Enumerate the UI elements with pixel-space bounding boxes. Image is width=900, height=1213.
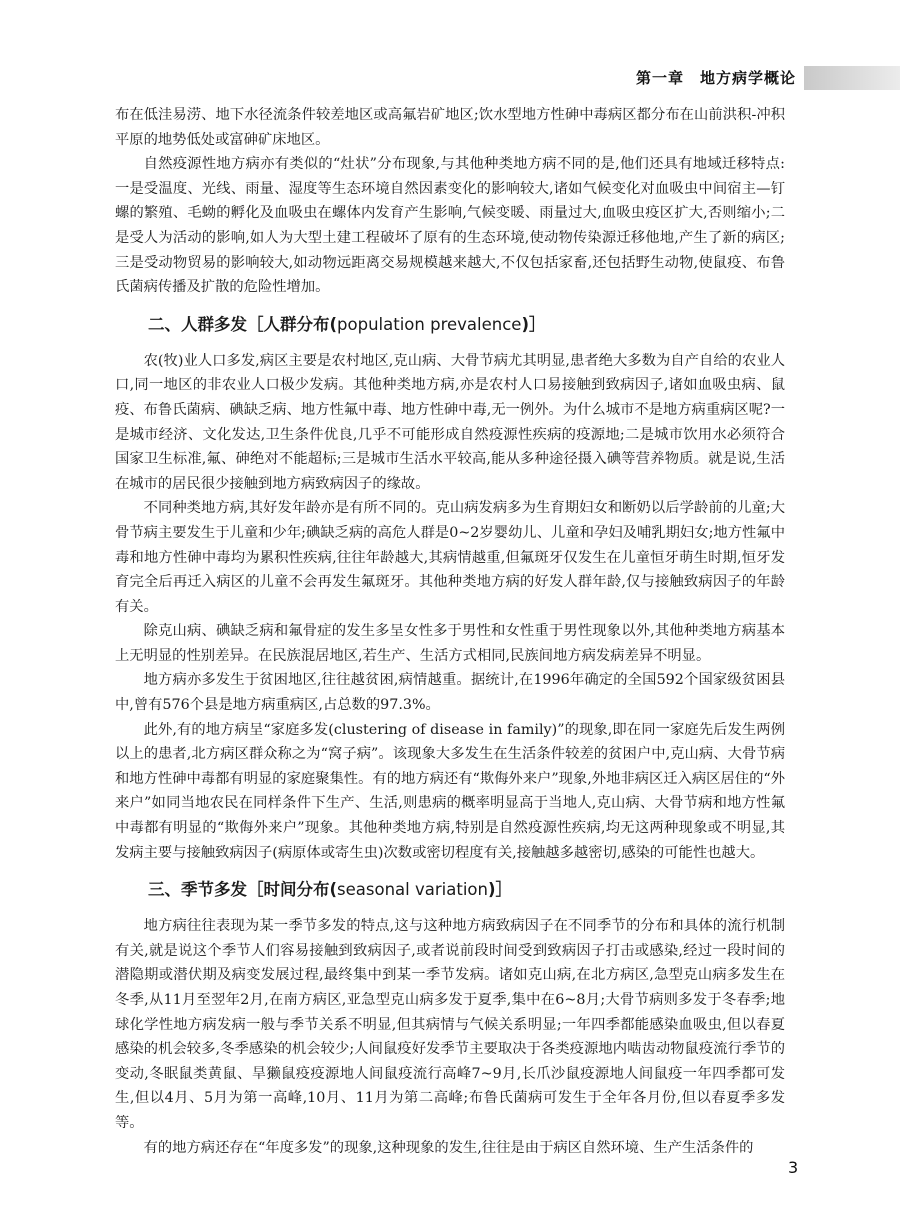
paragraph: 地方病往往表现为某一季节多发的特点,这与这种地方病致病因子在不同季节的分布和具体的流行机制有关,就是说这个季节人们容易接触到致病因子,或者说前段时间受到致病因子打击或感染,经过一段时间的潜隐期或潜伏期及病变发展过程,最终集中到某一季节发病。诸如克山病,在北方病区,急型克山病多发生在冬季,从11月至翌年2月,在南方病区,亚急型克山病多发于夏季,集中在6~8月;大骨节病则多发于冬春季;地球化学性地方病发病一般与季节关系不明显,但其病情与气候关系明显;一年四季都能感染血吸虫,但以春夏感染的机会较多,冬季感染的机会较少;人间鼠疫好发季节主要取决于各类疫源地内啮齿动物鼠疫流行季节的变动,冬眠鼠类黄鼠、旱獭鼠疫疫源地人间鼠疫流行高峰7~9月,长爪沙鼠疫源地人间鼠疫一年四季都可发生,但以4月、5月为第一高峰,10月、11月为第二高峰;布鲁氏菌病可发生于全年各月份,但以春夏季多发等。 [115,918,785,1131]
heading-close: )］ [487,880,513,900]
paragraph: 有的地方病还存在“年度多发”的现象,这种现象的发生,往往是由于病区自然环境、生产生活条件的 [143,1139,754,1156]
page-number: 3 [788,1158,799,1177]
paragraph: 不同种类地方病,其好发年龄亦是有所不同的。克山病发病多为生育期妇女和断奶以后学龄前的儿童;大骨节病主要发生于儿童和少年;碘缺乏病的高危人群是0~2岁婴幼儿、儿童和孕妇及哺乳期妇女;地方性氟中毒和地方性砷中毒均为累积性疾病,往往年龄越大,其病情越重,但氟斑牙仅发生在儿童恒牙萌生时期,恒牙发育完全后再迁入病区的儿童不会再发生氟斑牙。其他种类地方病的好发人群年龄,仅与接触致病因子的年龄有关。 [115,500,785,615]
paragraph: 农(牧)业人口多发,病区主要是农村地区,克山病、大骨节病尤其明显,患者绝大多数为自产自给的农业人口,同一地区的非农业人口极少发病。其他种类地方病,亦是农村人口易接触到致病因子,诸如血吸虫病、鼠疫、布鲁氏菌病、碘缺乏病、地方性氟中毒、地方性砷中毒,无一例外。为什么城市不是地方病重病区呢?一是城市经济、文化发达,卫生条件优良,几乎不可能形成自然疫源性疾病的疫源地;二是城市饮用水必须符合国家卫生标准,氟、砷绝对不能超标;三是城市生活水平较高,能从多种途径摄入碘等营养物质。就是说,生活在城市的居民很少接触到地方病致病因子的缘故。 [115,352,785,492]
heading-en: seasonal variation [337,880,488,900]
paragraph: 此外,有的地方病呈“家庭多发(clustering of disease in family)”的现象,即在同一家庭先后发生两例以上的患者,北方病区群众称之为“窝子病”。该现象大多发生在生活条件较差的贫困户中,克山病、大骨节病和地方性砷中毒都有明显的家庭聚集性。有的地方病还有“欺侮外来户”现象,外地非病区迁入病区居住的“外来户”如同当地农民在同样条件下生产、生活,则患病的概率明显高于当地人,克山病、大骨节病和地方性氟中毒都有明显的“欺侮外来户”现象。其他种类地方病,特别是自然疫源性疾病,均无这两种现象或不明显,其发病主要与接触致病因子(病原体或寄生虫)次数或密切程度有关,接触越多越密切,感染的可能性也越大。 [115,721,785,861]
header-gray-bar [804,66,900,90]
paragraph-continued: 布在低洼易涝、地下水径流条件较差地区或高氟岩矿地区;饮水型地方性砷中毒病区都分布在山前洪积-冲积平原的地势低处或富砷矿床地区。 [115,107,785,148]
paragraph-natural-focus: 自然疫源性地方病亦有类似的“灶状”分布现象,与其他种类地方病不同的是,他们还具有地域迁移特点:一是受温度、光线、雨量、湿度等生态环境自然因素变化的影响较大,诸如气候变化对血吸虫中间宿主—钉螺的繁殖、毛蚴的孵化及血吸虫在螺体内发育产生影响,气候变暖、雨量过大,血吸虫疫区扩大,否则缩小;二是受人为活动的影响,如人为大型土建工程破坏了原有的生态环境,使动物传染源迁移他地,产生了新的病区;三是受动物贸易的影响较大,如动物远距离交易规模越来越大,不仅包括家畜,还包括野生动物,使鼠疫、布鲁氏菌病传播及扩散的危险性增加。 [115,156,785,296]
page-body [115,103,785,1160]
page-header [0,66,900,90]
paragraph: 地方病亦多发生于贫困地区,往往越贫困,病情越重。据统计,在1996年确定的全国592个国家级贫困县中,曾有576个县是地方病重病区,占总数的97.3%。 [115,672,785,714]
section-heading-population [115,311,785,339]
paragraph: 除克山病、碘缺乏病和氟骨症的发生多呈女性多于男性和女性重于男性现象以外,其他种类地方病基本上无明显的性别差异。在民族混居地区,若生产、生活方式相同,民族间地方病发病差异不明显。 [115,623,785,664]
section-heading-seasonal [115,876,785,904]
heading-cn: 三、季节多发［时间分布( [148,880,338,900]
heading-close: )］ [521,314,546,334]
chapter-title: 第一章 地方病学概论 [636,69,797,87]
heading-en: population prevalence [337,314,522,334]
heading-cn: 二、人群多发［人群分布( [148,314,338,334]
